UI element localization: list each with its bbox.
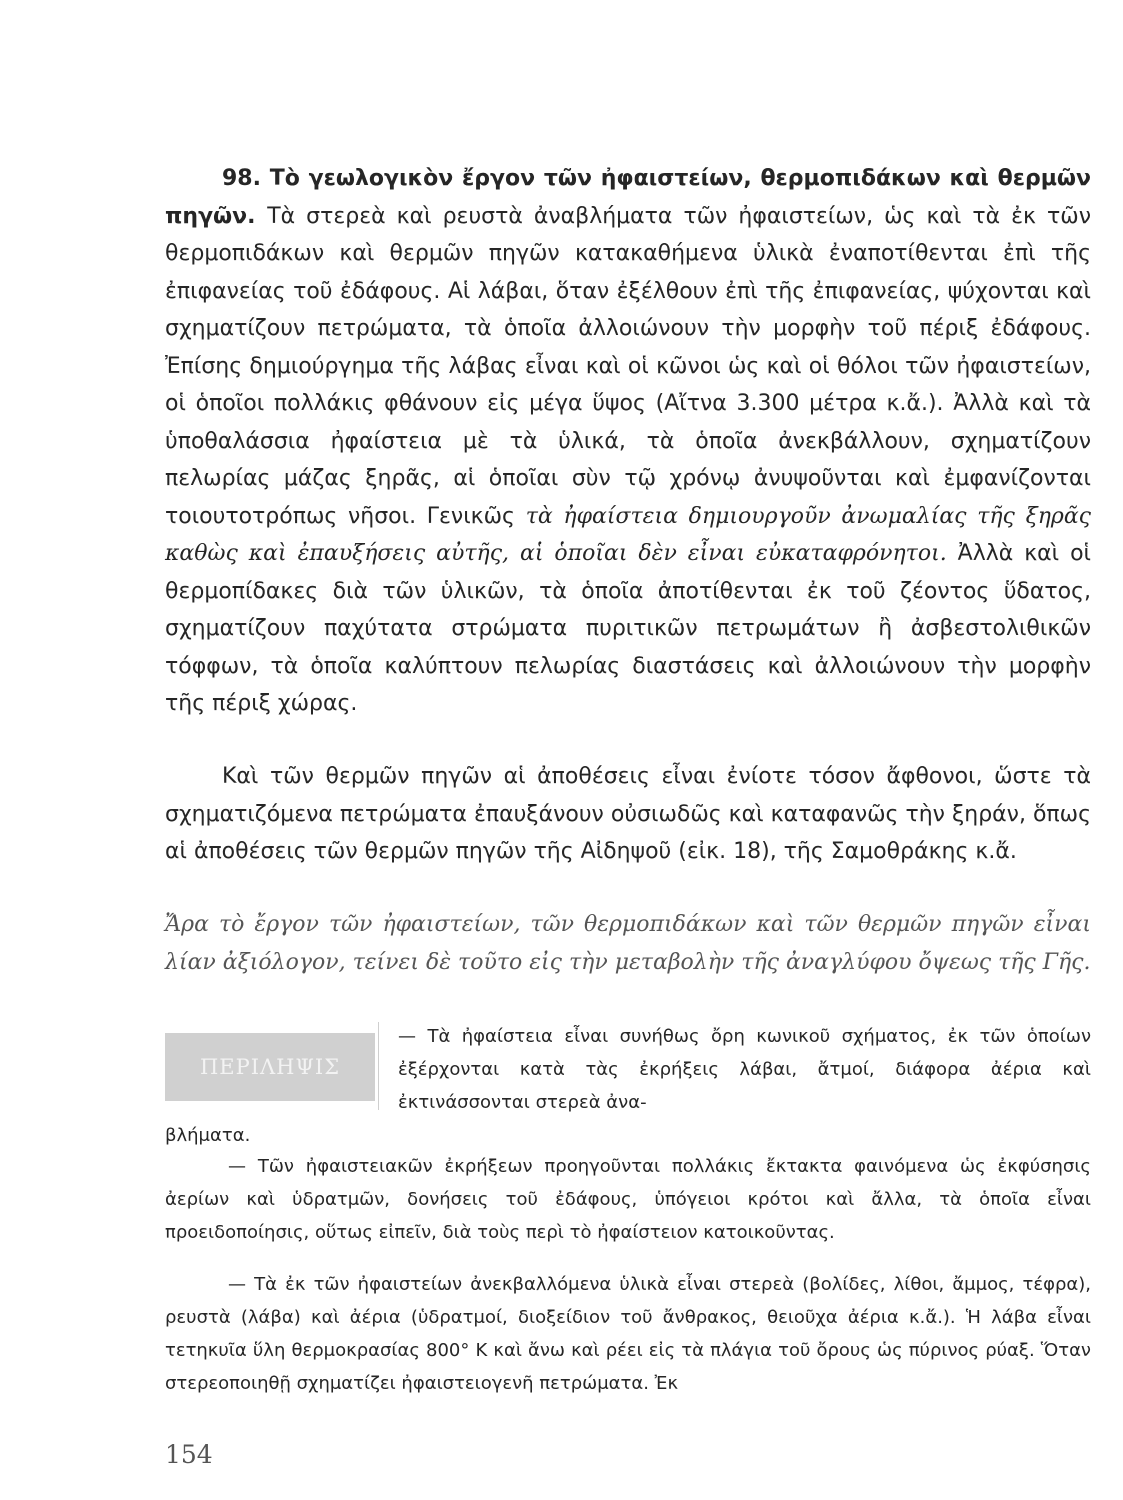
section-conclusion: Ἄρα τὸ ἔργον τῶν ἠφαιστείων, τῶν θερμοπιδάκων καὶ τῶν θερμῶν πηγῶν εἶναι λίαν ἀξιόλογον, τείνει δὲ τοῦτο εἰς τὴν μεταβολὴν τῆς ἀναγλύφου ὄψεως τῆς Γῆς.	[165, 912, 1091, 975]
section-number: 98.	[222, 166, 261, 191]
summary-item-2: — Τῶν ἠφαιστειακῶν ἐκρήξεων προηγοῦνται πολλάκις ἔκτακτα φαινόμενα ὡς ἐκφύσησις ἀερίων καὶ ὑδρατμῶν, δονήσεις τοῦ ἐδάφους, ὑπόγειοι κρότοι καὶ ἄλλα, τὰ ὁποῖα εἶναι προειδοποίησις, οὕτως εἰπεῖν, διὰ τοὺς περὶ τὸ ἠφαίστειον κατοικοῦντας.	[165, 1156, 1091, 1243]
page-number: 154	[165, 1440, 213, 1469]
paragraph-1-emphasis: τὰ ἠφαίστεια δημιουργοῦν ἀνωμαλίας τῆς ξηρᾶς καθὼς καὶ ἐπαυξήσεις αὐτῆς, αἱ ὁποῖαι δὲν εἶναι εὐκαταφρόνητοι.	[165, 503, 1091, 566]
paragraph-1-continued: Ἀλλὰ καὶ οἱ θερμοπίδακες διὰ τῶν ὑλικῶν, τὰ ὁποῖα ἀποτίθενται ἐκ τοῦ ζέοντος ὕδατος, σχηματίζουν παχύτατα στρώματα πυριτικῶν πετρωμάτων ἢ ἀσβεστολιθικῶν τόφφων, τὰ ὁποῖα καλύπτουν πελωρίας διαστάσεις καὶ ἀλλοιώνουν τὴν μορφὴν τῆς πέριξ χώρας.	[165, 541, 1091, 716]
section-98	[165, 160, 1091, 723]
summary-item-1-tail: βλήματα.	[165, 1125, 251, 1146]
summary-item-3: — Τὰ ἐκ τῶν ἠφαιστείων ἀνεκβαλλόμενα ὑλικὰ εἶναι στερεὰ (βολίδες, λίθοι, ἄμμος, τέφρα), ρευστὰ (λάβα) καὶ ἀέρια (ὑδρατμοί, διοξείδιον τοῦ ἄνθρακος, θειοῦχα ἀέρια κ.ἄ.). Ἡ λάβα εἶναι τετηκυῖα ὕλη θερμοκρασίας 800° Κ καὶ ἄνω καὶ ρέει εἰς τὰ πλάγια τοῦ ὄρους ὡς πύρινος ρύαξ. Ὅταν στερεοποιηθῇ σχηματίζει ἠφαιστειογενῆ πετρώματα. Ἐκ	[165, 1274, 1091, 1394]
summary-divider	[378, 1022, 379, 1110]
summary-item-1: — Τὰ ἠφαίστεια εἶναι συνήθως ὄρη κωνικοῦ σχήματος, ἐκ τῶν ὁποίων ἐξέρχονται κατὰ τὰς ἐκρήξεις λάβαι, ἄτμοί, διάφορα ἀέρια καὶ ἐκτινάσσονται στερεὰ ἀνα-	[398, 1026, 1091, 1113]
section-title: Τὸ γεωλογικὸν ἔργον τῶν ἠφαιστείων, θερμοπιδάκων καὶ θερμῶν πηγῶν.	[165, 166, 1091, 229]
paragraph-1-text: Τὰ στερεὰ καὶ ρευστὰ ἀναβλήματα τῶν ἠφαιστείων, ὡς καὶ τὰ ἐκ τῶν θερμοπιδάκων καὶ θερμῶν πηγῶν κατακαθήμενα ὑλικὰ ἐναποτίθενται ἐπὶ τῆς ἐπιφανείας τοῦ ἐδάφους. Αἱ λάβαι, ὅταν ἐξέλθουν ἐπὶ τῆς ἐπιφανείας, ψύχονται καὶ σχηματίζουν πετρώματα, τὰ ὁποῖα ἀλλοιώνουν τὴν μορφὴν τοῦ πέριξ ἐδάφους. Ἐπίσης δημιούργημα τῆς λάβας εἶναι καὶ οἱ κῶνοι ὡς καὶ οἱ θόλοι τῶν ἠφαιστείων, οἱ ὁποῖοι πολλάκις φθάνουν εἰς μέγα ὕψος (Αἴτνα 3.300 μέτρα κ.ἄ.). Ἀλλὰ καὶ τὰ ὑποθαλάσσια ἠφαίστεια μὲ τὰ ὑλικά, τὰ ὁποῖα ἀνεκβάλλουν, σχηματίζουν πελωρίας μάζας ξηρᾶς, αἱ ὁποῖαι σὺν τῷ χρόνῳ ἀνυψοῦνται καὶ ἐμφανίζονται τοιουτοτρόπως νῆσοι. Γενικῶς	[165, 203, 1091, 529]
paragraph-2: Καὶ τῶν θερμῶν πηγῶν αἱ ἀποθέσεις εἶναι ἐνίοτε τόσον ἄφθονοι, ὥστε τὰ σχηματιζόμενα πετρώματα ἐπαυξάνουν οὐσιωδῶς καὶ καταφανῶς τὴν ξηράν, ὅπως αἱ ἀποθέσεις τῶν θερμῶν πηγῶν τῆς Αἰδηψοῦ (εἰκ. 18), τῆς Σαμοθράκης κ.ἄ.	[165, 764, 1091, 864]
summary-badge: ΠΕΡΙΛΗΨΙΣ	[165, 1033, 375, 1101]
